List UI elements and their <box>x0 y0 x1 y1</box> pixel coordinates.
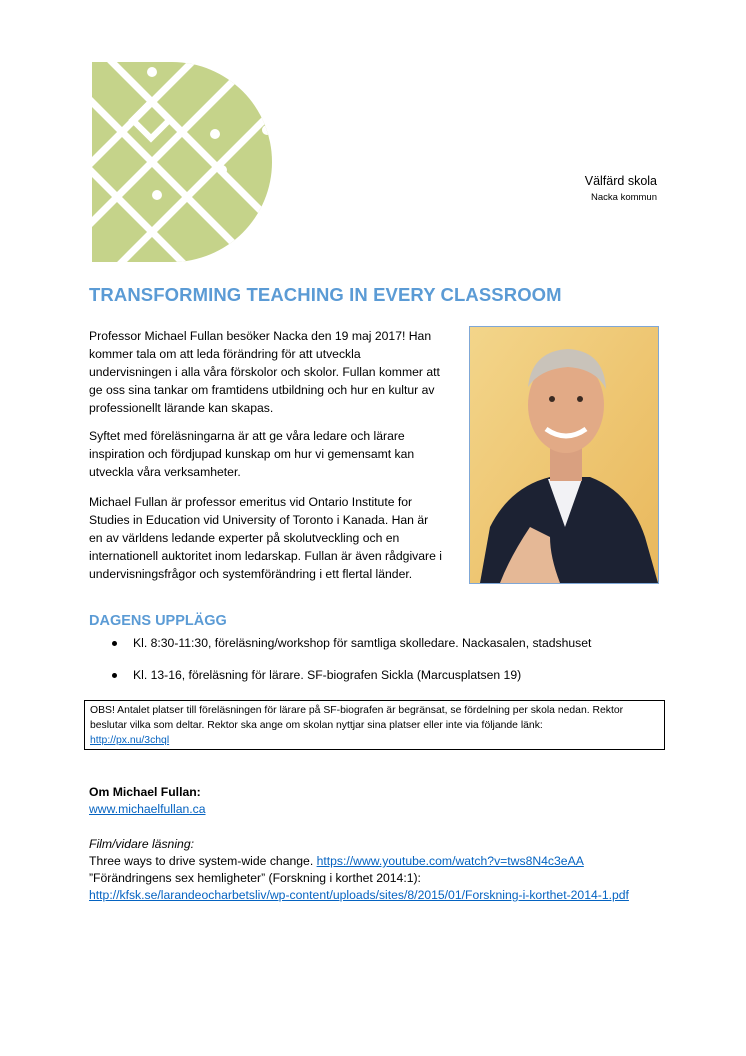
schedule-heading: DAGENS UPPLÄGG <box>89 613 227 629</box>
list-item <box>109 634 591 652</box>
notice-text: OBS! Antalet platser till föreläsningen för lärare på SF-biografen är begränsat, se fördelning per skola nedan. Rektor beslutar vilka som deltar. Rektor ska ange om skolan nyttjar sina platser eller inte via följande länk: <box>90 705 624 731</box>
list-item <box>109 666 591 684</box>
registration-link[interactable]: http://px.nu/3chql <box>90 735 170 746</box>
bullet-icon <box>112 641 117 646</box>
intro-paragraph-2: Syftet med föreläsningarna är att ge våra ledare och lärare inspiration och fördjupad kunskap om hur vi gemensamt kan utveckla våra verksamheter. <box>89 429 415 479</box>
video-line <box>89 853 584 870</box>
schedule-item-text: Kl. 13-16, föreläsning för lärare. SF-biografen Sickla (Marcusplatsen 19) <box>133 668 522 682</box>
page-title: TRANSFORMING TEACHING IN EVERY CLASSROOM <box>89 284 562 305</box>
publication-title: ”Förändringens sex hemligheter” (Forskning i korthet 2014:1): <box>89 871 421 885</box>
youtube-link[interactable]: https://www.youtube.com/watch?v=tws8N4c3eAA <box>316 854 584 868</box>
department-name: Välfärd skola <box>584 174 657 188</box>
schedule-item-text: Kl. 8:30-11:30, föreläsning/workshop för samtliga skolledare. Nackasalen, stadshuset <box>133 636 592 650</box>
video-description: Three ways to drive system-wide change. <box>89 854 317 868</box>
bullet-icon <box>112 673 117 678</box>
website-link[interactable]: www.michaelfullan.ca <box>89 802 206 816</box>
nacka-logo <box>92 62 272 262</box>
about-heading: Om Michael Fullan: <box>89 785 201 799</box>
intro-paragraph-1: Professor Michael Fullan besöker Nacka den 19 maj 2017! Han kommer tala om att leda förändring för att utveckla undervisningen i alla våra förskolor och skolor. Fullan kommer att ge oss sina tankar om framtidens utbildning och hur en kultur av professionellt lärande kan skapas. <box>89 329 440 415</box>
publication-link[interactable]: http://kfsk.se/larandeocharbetsliv/wp-content/uploads/sites/8/2015/01/Forskning-i-korthet-2014-1.pdf <box>89 888 629 902</box>
notice-box <box>84 700 665 750</box>
organization-name: Nacka kommun <box>591 192 657 203</box>
reading-heading: Film/vidare läsning: <box>89 837 194 851</box>
schedule-list <box>109 634 591 698</box>
intro-paragraph-3: Michael Fullan är professor emeritus vid Ontario Institute for Studies in Education vid University of Toronto i Kanada. Han är en av världens ledande experter på skolutveckling och en internationell auktoritet inom ledarskap. Fullan är även rådgivare i undervisningsfrågor och systemförändring i ett flertal länder. <box>89 495 442 581</box>
portrait-photo <box>469 326 659 584</box>
